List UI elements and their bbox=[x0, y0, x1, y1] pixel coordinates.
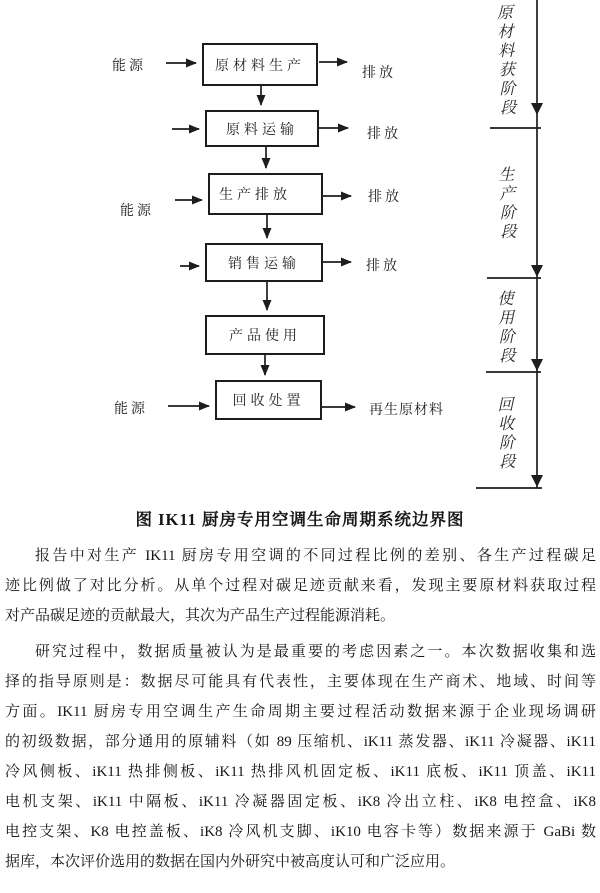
body-line: 研究过程中，数据质量被认为是最重要的考虑因素之一。本次数据收集和选 bbox=[35, 644, 596, 660]
energy-label-3: 能源 bbox=[114, 402, 148, 417]
body-line: 电控支架、K8 电控盖板、iK8 冷风机支脚、iK10 电容卡等）数据来源于 GaBi 数 bbox=[5, 824, 596, 840]
raw-material-production-box: 原材料生产 bbox=[202, 43, 318, 86]
product-use-box: 产品使用 bbox=[205, 315, 325, 355]
recycled-material-label: 再生原材料 bbox=[369, 403, 444, 418]
emission-label-4: 排放 bbox=[366, 259, 400, 274]
body-text bbox=[5, 541, 596, 877]
body-line: 的初级数据，部分通用的原辅料（如 89 压缩机、iK11 蒸发器、iK11 冷凝器、iK11 bbox=[5, 734, 596, 750]
emission-label-3: 排放 bbox=[368, 190, 402, 205]
recycling-disposal-box: 回收处置 bbox=[215, 380, 322, 420]
energy-label-1: 能源 bbox=[112, 59, 146, 74]
body-line: 择的指导原则是：数据尽可能具有代表性，主要体现在生产商术、地域、时间等 bbox=[5, 674, 596, 690]
production-emission-box: 生产排放 bbox=[208, 173, 323, 215]
stage-label-recycling: 回收阶段 bbox=[494, 395, 515, 473]
body-line: 迹比例做了对比分析。从单个过程对碳足迹贡献来看，发现主要原材料获取过程 bbox=[5, 578, 596, 594]
body-line: 电机支架、iK11 中隔板、iK11 冷凝器固定板、iK8 冷出立柱、iK8 电控盒、iK8 bbox=[5, 794, 596, 810]
paragraph-1 bbox=[5, 541, 596, 631]
body-line: 报告中对生产 IK11 厨房专用空调的不同过程比例的差别、各生产过程碳足 bbox=[35, 548, 596, 564]
body-line: 冷风侧板、iK11 热排侧板、iK11 热排风机固定板、iK11 底板、iK11 顶盖、iK11 bbox=[5, 764, 596, 780]
material-transport-box: 原料运输 bbox=[205, 110, 319, 147]
stage-label-raw-material: 原材料获阶段 bbox=[494, 3, 515, 119]
energy-label-2: 能源 bbox=[120, 204, 154, 219]
emission-label-2: 排放 bbox=[367, 127, 401, 142]
sales-transport-box: 销售运输 bbox=[205, 243, 323, 282]
body-line: 据库，本次评价选用的数据在国内外研究中被高度认可和广泛应用。 bbox=[5, 854, 456, 870]
stage-label-production: 生产阶段 bbox=[495, 165, 516, 243]
paragraph-2 bbox=[5, 637, 596, 877]
body-line: 对产品碳足迹的贡献最大，其次为产品生产过程能源消耗。 bbox=[5, 608, 396, 624]
stage-label-use: 使用阶段 bbox=[494, 289, 515, 367]
emission-label-1: 排放 bbox=[362, 66, 396, 81]
body-line: 方面。IK11 厨房专用空调生产生命周期主要过程活动数据来源于企业现场调研 bbox=[5, 704, 596, 720]
figure-caption: 图 IK11 厨房专用空调生命周期系统边界图 bbox=[135, 510, 465, 529]
